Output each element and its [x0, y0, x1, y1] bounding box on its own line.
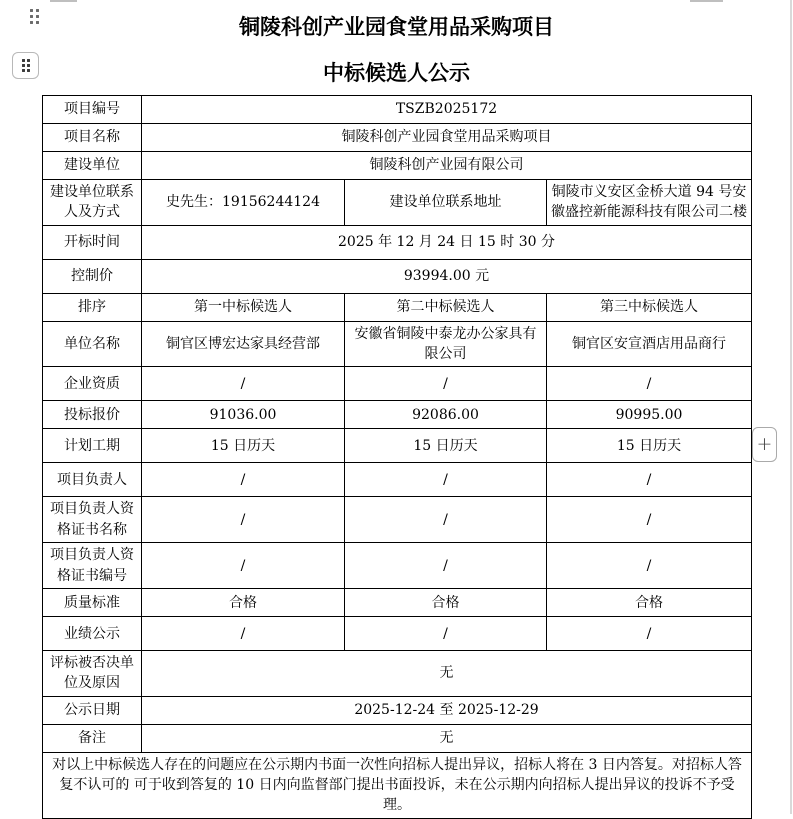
table-cell: / [142, 367, 345, 401]
cutoff-element-right [690, 0, 723, 2]
add-block-button[interactable] [752, 427, 777, 462]
table-row [43, 401, 752, 429]
plus-icon: + [756, 433, 773, 455]
row-value: 铜陵科创产业园有限公司 [142, 152, 752, 180]
table-cell: / [345, 463, 547, 497]
table-row [43, 497, 752, 543]
row-label: 质量标准 [43, 589, 142, 617]
table-cell: 安徽省铜陵中泰龙办公家具有限公司 [345, 321, 547, 367]
table-cell: / [345, 543, 547, 589]
row-label: 开标时间 [43, 225, 142, 259]
table-row [43, 225, 752, 259]
table-row [43, 617, 752, 651]
page-subtitle: 中标候选人公示 [323, 60, 470, 85]
table-cell: 铜官区博宏达家具经营部 [142, 321, 345, 367]
table-cell: 15 日历天 [345, 429, 547, 463]
row-label: 备注 [43, 724, 142, 752]
table-row [43, 367, 752, 401]
table-cell: / [142, 463, 345, 497]
row-label: 项目负责人资格证书编号 [43, 543, 142, 589]
row-label: 项目名称 [43, 124, 142, 152]
table-row [43, 589, 752, 617]
row-label: 单位名称 [43, 321, 142, 367]
row-value: 93994.00 元 [142, 259, 752, 293]
table-cell: 90995.00 [547, 401, 752, 429]
table-cell: 15 日历天 [547, 429, 752, 463]
table-row [43, 724, 752, 752]
table-cell: 第三中标候选人 [547, 293, 752, 321]
row-label: 业绩公示 [43, 617, 142, 651]
row-label: 建设单位 [43, 152, 142, 180]
table-cell: / [547, 617, 752, 651]
row-label: 项目负责人资格证书名称 [43, 497, 142, 543]
table-cell: 建设单位联系地址 [345, 180, 547, 226]
table-row [43, 96, 752, 124]
table-cell: / [547, 367, 752, 401]
table-footer-row [43, 752, 752, 818]
row-label: 公示日期 [43, 696, 142, 724]
row-label: 建设单位联系人及方式 [43, 180, 142, 226]
row-label: 排序 [43, 293, 142, 321]
row-value: 铜陵科创产业园食堂用品采购项目 [142, 124, 752, 152]
table-row [43, 651, 752, 697]
table-row [43, 152, 752, 180]
table-cell: 15 日历天 [142, 429, 345, 463]
block-drag-handle-button[interactable] [12, 52, 39, 79]
cutoff-element-left [50, 0, 77, 2]
row-label: 计划工期 [43, 429, 142, 463]
table-cell: / [345, 497, 547, 543]
window-edge-line [790, 0, 792, 814]
row-value: 2025-12-24 至 2025-12-29 [142, 696, 752, 724]
table-cell: 91036.00 [142, 401, 345, 429]
table-row [43, 180, 752, 226]
table-row [43, 259, 752, 293]
table-cell: 合格 [142, 589, 345, 617]
table-cell: 合格 [547, 589, 752, 617]
table-row [43, 696, 752, 724]
row-label: 项目编号 [43, 96, 142, 124]
row-value: 无 [142, 724, 752, 752]
table-cell: / [547, 543, 752, 589]
table-cell: / [547, 497, 752, 543]
row-value: 2025 年 12 月 24 日 15 时 30 分 [142, 225, 752, 259]
table-cell: / [142, 617, 345, 651]
table-row [43, 463, 752, 497]
announcement-table [42, 95, 752, 819]
drag-dots-icon [22, 59, 30, 72]
table-cell: 合格 [345, 589, 547, 617]
table-cell: 铜陵市义安区金桥大道 94 号安徽盛控新能源科技有限公司二楼 [547, 180, 752, 226]
table-row [43, 429, 752, 463]
table-row [43, 293, 752, 321]
row-label: 评标被否决单位及原因 [43, 651, 142, 697]
row-label: 项目负责人 [43, 463, 142, 497]
row-value: TSZB2025172 [142, 96, 752, 124]
table-cell: 第二中标候选人 [345, 293, 547, 321]
drag-dots-icon [30, 9, 39, 24]
row-value: 无 [142, 651, 752, 697]
table-cell: / [345, 367, 547, 401]
table-cell: 史先生：19156244124 [142, 180, 345, 226]
drag-handle-icon[interactable] [30, 9, 39, 24]
row-label: 投标报价 [43, 401, 142, 429]
table-cell: / [142, 543, 345, 589]
table-row [43, 543, 752, 589]
table-cell: 第一中标候选人 [142, 293, 345, 321]
page-title: 铜陵科创产业园食堂用品采购项目 [239, 14, 554, 39]
table-cell: 92086.00 [345, 401, 547, 429]
row-label: 企业资质 [43, 367, 142, 401]
objection-notice-text: 对以上中标候选人存在的问题应在公示期内书面一次性向招标人提出异议，招标人将在 3 日内答复。对招标人答复不认可的 可于收到答复的 10 日内向监督部门提出书面投诉，未在公示期内向招标人提出异议的投诉不予受理。 [43, 752, 752, 818]
table-cell: / [142, 497, 345, 543]
table-cell: / [547, 463, 752, 497]
row-label: 控制价 [43, 259, 142, 293]
table-row [43, 124, 752, 152]
table-cell: / [345, 617, 547, 651]
table-row [43, 321, 752, 367]
table-cell: 铜官区安宣酒店用品商行 [547, 321, 752, 367]
